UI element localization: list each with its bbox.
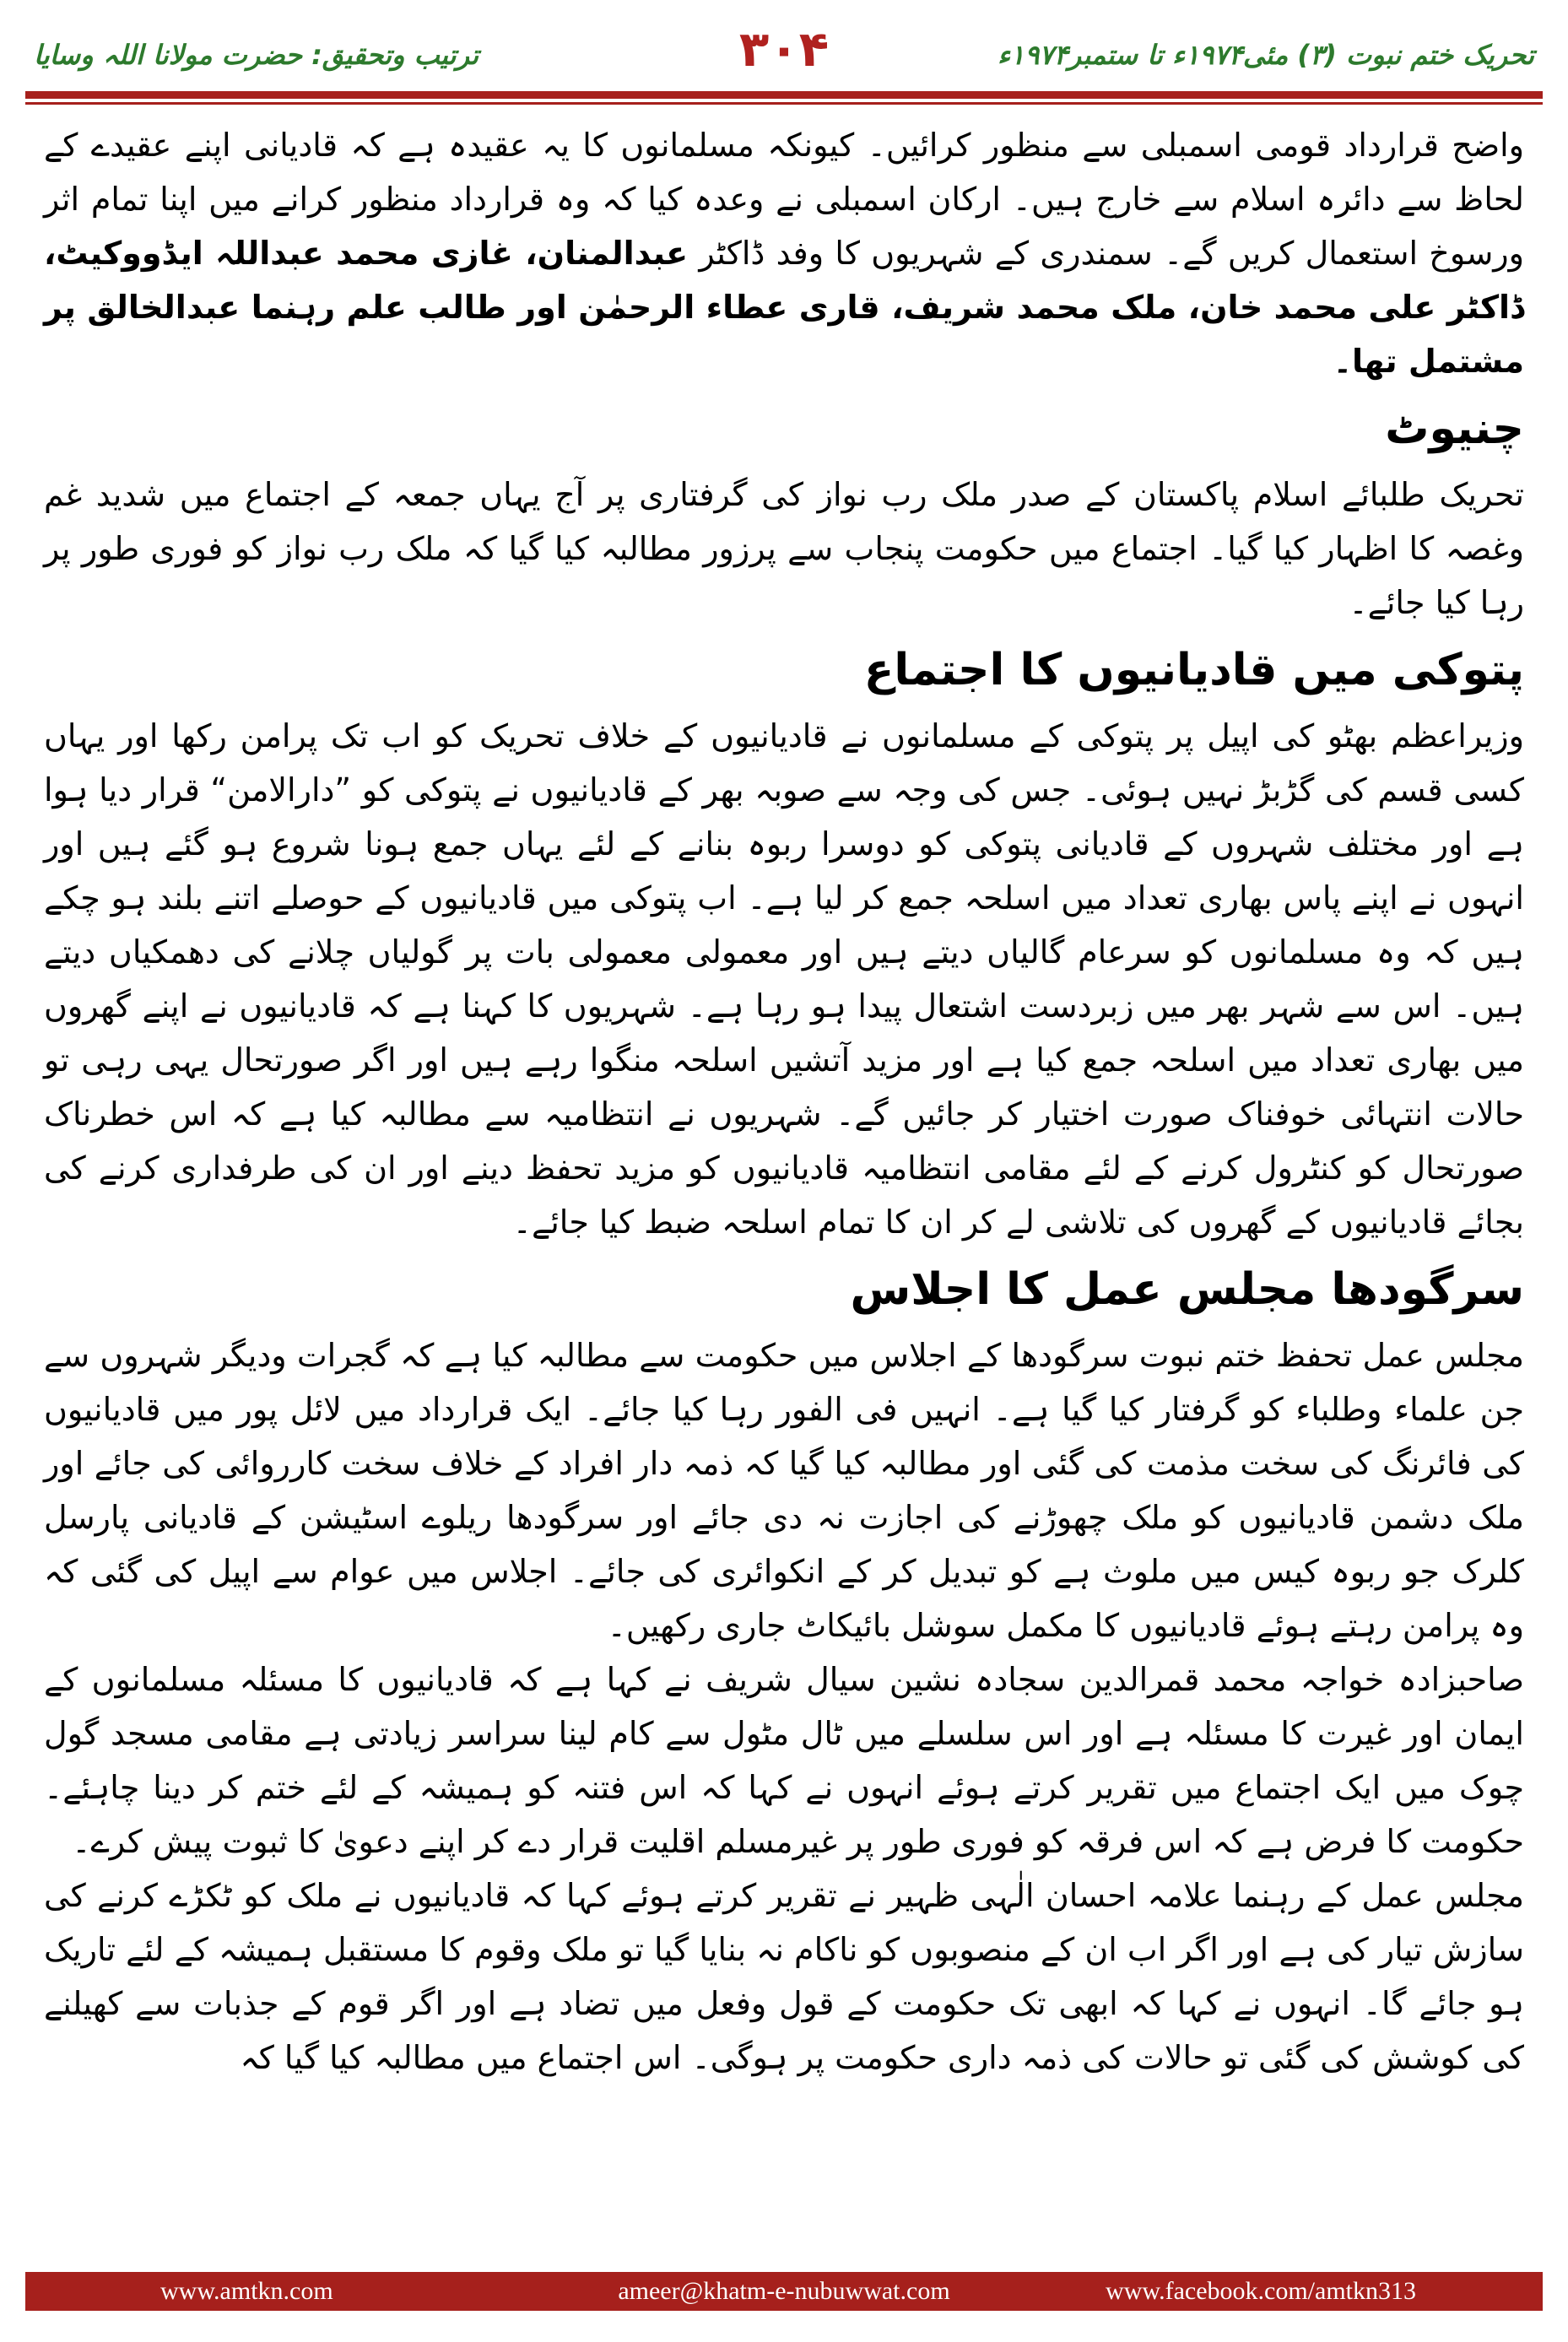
paragraph: وزیراعظم بھٹو کی اپیل پر پتوکی کے مسلمانوں نے قادیانیوں کے خلاف تحریک کو اب تک پرامن رکھا اور یہاں کسی قسم کی گڑبڑ نہیں ہوئی۔ جس کی وجہ سے صوبہ بھر کے قادیانیوں نے پتوکی کو ”دارالامن“ قرار دیا ہوا ہے اور مختلف شہروں کے قادیانی پتوکی کو دوسرا ربوہ بنانے کے لئے یہاں جمع ہونا شروع ہو گئے ہیں اور انہوں نے اپنے پاس بھاری تعداد میں اسلحہ جمع کر لیا ہے۔ اب پتوکی میں قادیانیوں کے حوصلے اتنے بلند ہو چکے ہیں کہ وہ مسلمانوں کو سرعام گالیاں دیتے ہیں اور معمولی معمولی بات پر گولیاں چلانے کی دھمکیاں دیتے ہیں۔ اس سے شہر بھر میں زبردست اشتعال پیدا ہو رہا ہے۔ شہریوں کا کہنا ہے کہ قادیانیوں نے اپنے گھروں میں بھاری تعداد میں اسلحہ جمع کیا ہے اور مزید آتشیں اسلحہ منگوا رہے ہیں اور اگر صورتحال یہی رہی تو حالات انتہائی خوفناک صورت اختیار کر جائیں گے۔ شہریوں نے انتظامیہ سے مطالبہ کیا ہے کہ اس خطرناک صورتحال کو کنٹرول کرنے کے لئے مقامی انتظامیہ قادیانیوں کو مزید تحفظ دینے اور ان کی طرفداری کرنے کی بجائے قادیانیوں کے گھروں کی تلاشی لے کر ان کا تمام اسلحہ ضبط کیا جائے۔ xyxy=(44,717,1524,1241)
section-heading-chiniot: چنیوٹ xyxy=(1385,403,1524,454)
website-link[interactable]: www.amtkn.com xyxy=(160,2277,333,2305)
facebook-link[interactable]: www.facebook.com/amtkn313 xyxy=(1106,2277,1416,2305)
paragraph: تحریک طلبائے اسلام پاکستان کے صدر ملک رب نواز کی گرفتاری پر آج یہاں جمعہ کے اجتماع میں شدید غم وغصہ کا اظہار کیا گیا۔ اجتماع میں حکومت پنجاب سے پرزور مطالبہ کیا گیا کہ ملک رب نواز کو فوری طور پر رہا کیا جائے۔ xyxy=(44,476,1524,621)
section-heading-pattoki: پتوکی میں قادیانیوں کا اجتماع xyxy=(863,645,1524,695)
paragraph-bold-text: عبدالمنان، غازی محمد عبداللہ ایڈووکیٹ، ڈاکٹر علی محمد خان، ملک محمد شریف، قاری عطاء الرحمٰن اور طالب علم رہنما عبدالخالق پر مشتمل تھا۔ xyxy=(44,235,1524,380)
book-title: تحریک ختم نبوت (۳) مئی۱۹۷۴ء تا ستمبر۱۹۷۴ء xyxy=(998,39,1534,71)
header-rule xyxy=(25,91,1543,99)
page-footer xyxy=(25,2272,1543,2311)
paragraph: مجلس عمل کے رہنما علامہ احسان الٰہی ظہیر نے تقریر کرتے ہوئے کہا کہ قادیانیوں نے ملک کو ٹکڑے کرنے کی سازش تیار کی ہے اور اگر اب ان کے منصوبوں کو ناکام نہ بنایا گیا تو ملک وقوم کا مستقبل ہمیشہ کے لئے تاریک ہو جائے گا۔ انہوں نے کہا کہ ابھی تک حکومت کے قول وفعل میں تضاد ہے اور اگر قوم کے جذبات سے کھیلنے کی کوشش کی گئی تو حالات کی ذمہ داری حکومت پر ہوگی۔ اس اجتماع میں مطالبہ کیا گیا کہ xyxy=(44,1877,1524,2076)
paragraph: صاحبزادہ خواجہ محمد قمرالدین سجادہ نشین سیال شریف نے کہا ہے کہ قادیانیوں کا مسئلہ مسلمانوں کے ایمان اور غیرت کا مسئلہ ہے اور اس سلسلے میں ٹال مٹول سے کام لینا سراسر زیادتی ہے مقامی مسجد گول چوک میں ایک اجتماع میں تقریر کرتے ہوئے انہوں نے کہا کہ اس فتنہ کو ہمیشہ کے لئے ختم کر دینا چاہئے۔ حکومت کا فرض ہے کہ اس فرقہ کو فوری طور پر غیرمسلم اقلیت قرار دے کر اپنے دعویٰ کا ثبوت پیش کرے۔ xyxy=(44,1661,1524,1860)
article-body xyxy=(44,118,1524,2085)
email-link[interactable]: ameer@khatm-e-nubuwwat.com xyxy=(618,2277,950,2305)
section-heading-sargodha: سرگودھا مجلس عمل کا اجلاس xyxy=(850,1264,1524,1315)
paragraph: مجلس عمل تحفظ ختم نبوت سرگودھا کے اجلاس میں حکومت سے مطالبہ کیا ہے کہ گجرات ودیگر شہروں سے جن علماء وطلباء کو گرفتار کیا گیا ہے۔ انہیں فی الفور رہا کیا جائے۔ ایک قرارداد میں لائل پور میں قادیانیوں کی فائرنگ کی سخت مذمت کی گئی اور مطالبہ کیا گیا کہ ذمہ دار افراد کے خلاف سخت کارروائی کی جائے اور ملک دشمن قادیانیوں کو ملک چھوڑنے کی اجازت نہ دی جائے اور سرگودھا ریلوے اسٹیشن کے قادیانی پارسل کلرک جو ربوہ کیس میں ملوث ہے کو تبدیل کر کے انکوائری کی جائے۔ اجلاس میں عوام سے اپیل کی گئی کہ وہ پرامن رہتے ہوئے قادیانیوں کا مکمل سوشل بائیکاٹ جاری رکھیں۔ xyxy=(44,1337,1524,1644)
header-rule-thin xyxy=(25,102,1543,105)
page-header xyxy=(25,15,1543,91)
paragraph-text: واضح قرارداد قومی اسمبلی سے منظور کرائیں۔ کیونکہ مسلمانوں کا یہ عقیدہ ہے کہ قادیانی اپنے عقیدے کے لحاظ سے دائرہ اسلام سے خارج ہیں۔ ارکان اسمبلی نے وعدہ کیا کہ وہ قرارداد منظور کرانے میں اپنا تمام اثر ورسوخ استعمال کریں گے۔ سمندری کے شہریوں کا وفد ڈاکٹر xyxy=(44,127,1525,272)
paragraph xyxy=(44,118,1524,388)
page-number: ۳۰۴ xyxy=(738,20,830,78)
compiler-credit: ترتیب وتحقیق: حضرت مولانا اللہ وسایا xyxy=(34,39,479,71)
